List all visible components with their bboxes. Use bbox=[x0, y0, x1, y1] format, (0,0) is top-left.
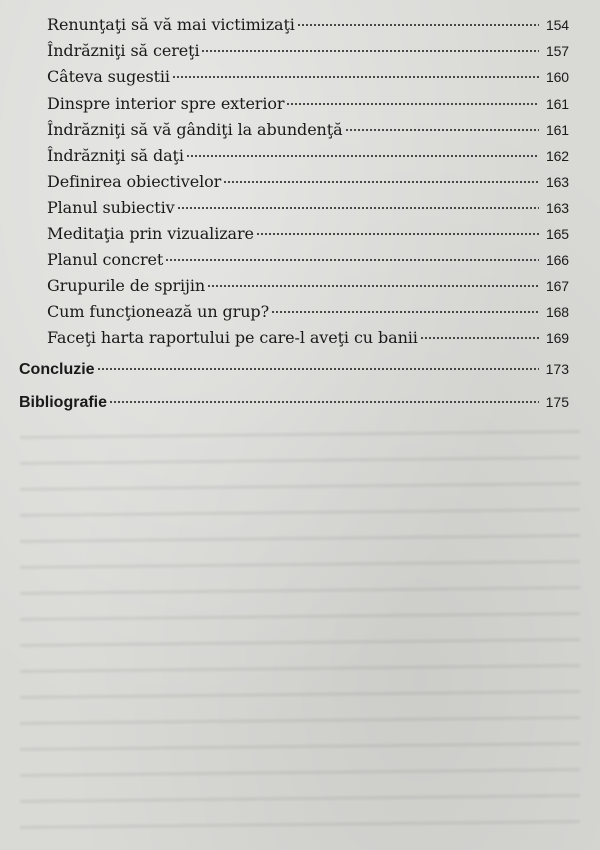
toc-entry bbox=[47, 276, 569, 298]
toc-entry-page: 169 bbox=[545, 330, 569, 346]
dot-leader bbox=[297, 23, 539, 27]
toc-entry-title: Câteva sugestii bbox=[47, 67, 170, 86]
toc-entry bbox=[47, 146, 569, 168]
toc-entry-page: 168 bbox=[545, 304, 569, 320]
toc-entry bbox=[47, 67, 569, 89]
toc-entry-title: Îndrăzniţi să daţi bbox=[47, 146, 184, 165]
dot-leader bbox=[223, 180, 539, 184]
toc-entry-title: Planul subiectiv bbox=[47, 198, 175, 217]
toc-entry bbox=[47, 198, 569, 220]
toc-entry-title: Îndrăzniţi să cereţi bbox=[47, 41, 200, 60]
dot-leader bbox=[286, 102, 539, 106]
toc-entry-page: 157 bbox=[545, 43, 569, 59]
toc-entry-page: 165 bbox=[545, 226, 569, 242]
dot-leader bbox=[201, 49, 539, 53]
toc-entry bbox=[47, 250, 569, 272]
toc-entry bbox=[47, 302, 569, 324]
toc-entry-page: 154 bbox=[545, 17, 569, 33]
toc-entry bbox=[47, 41, 569, 63]
toc-entry-title: Dinspre interior spre exterior bbox=[47, 94, 285, 113]
toc-entry-title: Grupurile de sprijin bbox=[47, 276, 206, 295]
toc-entry-title: Renunţaţi să vă mai victimizaţi bbox=[47, 15, 295, 34]
toc-entry-page: 160 bbox=[545, 69, 569, 85]
toc-chapter-page: 173 bbox=[545, 361, 569, 377]
dot-leader bbox=[186, 154, 539, 158]
dot-leader bbox=[256, 232, 539, 236]
dot-leader bbox=[207, 284, 539, 288]
toc-entry bbox=[47, 15, 569, 37]
bleed-through-background bbox=[20, 417, 580, 843]
toc-entry-page: 166 bbox=[545, 252, 569, 268]
toc-entry-page: 161 bbox=[545, 96, 569, 112]
toc-entry-title: Planul concret bbox=[47, 250, 164, 269]
toc-entry bbox=[47, 94, 569, 116]
toc-entry-title: Cum funcţionează un grup? bbox=[47, 302, 270, 321]
dot-leader bbox=[97, 367, 539, 371]
dot-leader bbox=[109, 400, 539, 404]
dot-leader bbox=[172, 75, 539, 79]
toc-entry bbox=[47, 224, 569, 246]
dot-leader bbox=[271, 310, 539, 314]
dot-leader bbox=[345, 128, 539, 132]
toc-entry-page: 163 bbox=[545, 174, 569, 190]
dot-leader bbox=[177, 206, 539, 210]
toc-entry-page: 162 bbox=[545, 148, 569, 164]
toc-entry bbox=[47, 120, 569, 142]
toc-entry-title: Meditaţia prin vizualizare bbox=[47, 224, 254, 243]
dot-leader bbox=[165, 258, 539, 262]
toc-chapter bbox=[19, 394, 569, 416]
toc-entry bbox=[47, 172, 569, 194]
toc-entry-page: 163 bbox=[545, 200, 569, 216]
dot-leader bbox=[420, 336, 539, 340]
toc-chapter-title: Concluzie bbox=[19, 361, 95, 378]
toc-chapter-page: 175 bbox=[545, 394, 569, 410]
toc-entry bbox=[47, 328, 569, 350]
toc-entry-page: 167 bbox=[545, 278, 569, 294]
toc-chapter-title: Bibliografie bbox=[19, 394, 108, 411]
toc-chapter bbox=[19, 361, 569, 383]
toc-entry-title: Îndrăzniţi să vă gândiţi la abundenţă bbox=[47, 120, 343, 139]
toc-entry-page: 161 bbox=[545, 122, 569, 138]
toc-entry-title: Definirea obiectivelor bbox=[47, 172, 222, 191]
toc-entry-title: Faceţi harta raportului pe care-l aveţi cu banii bbox=[47, 328, 418, 347]
